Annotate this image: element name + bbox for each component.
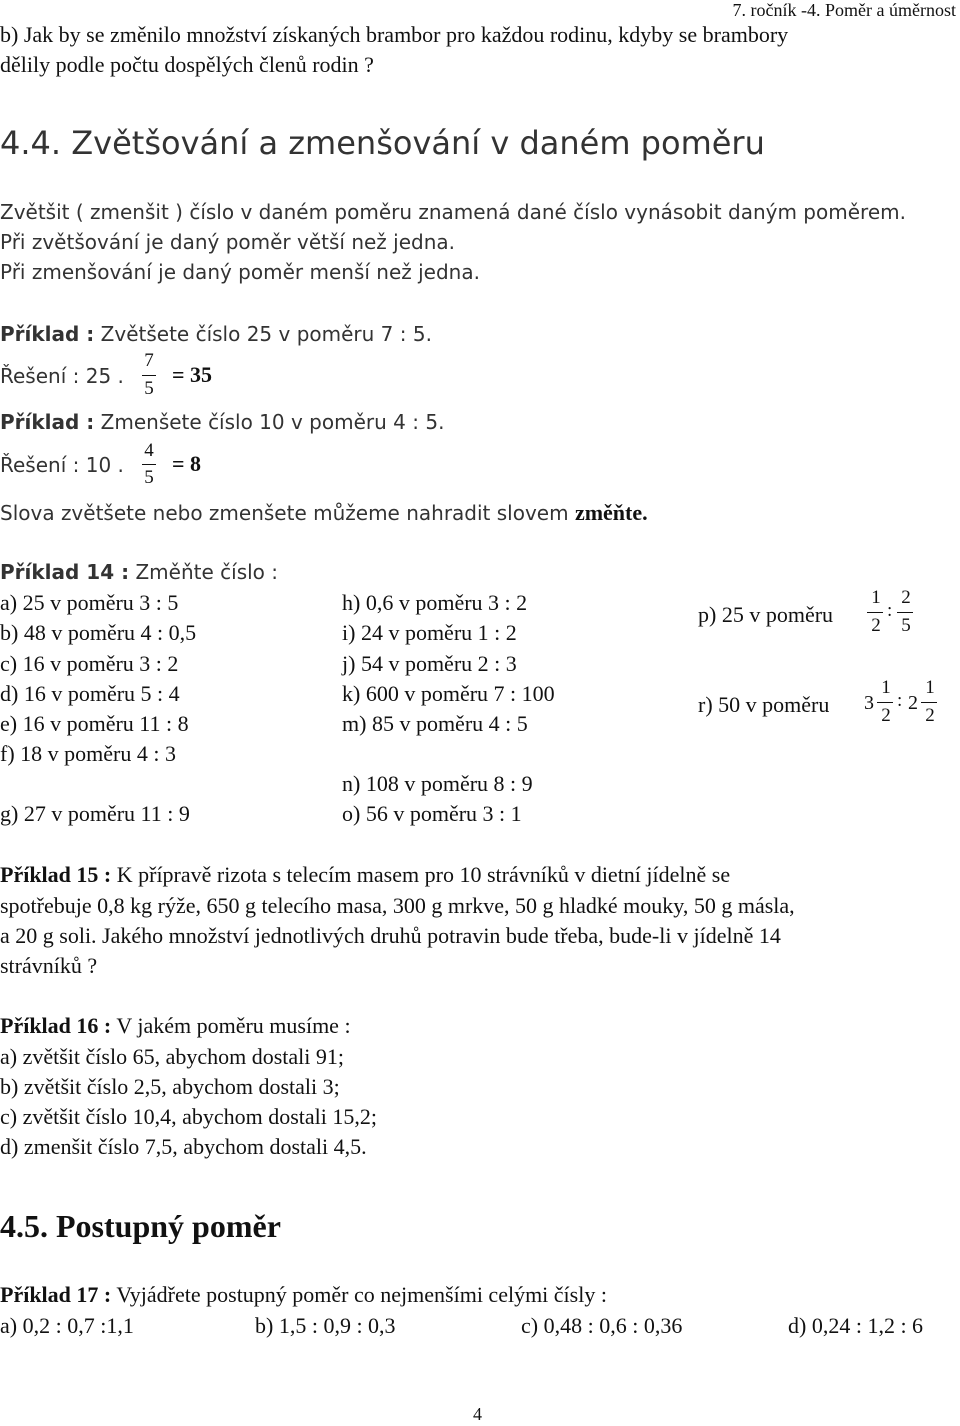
ex14-p-colon: : xyxy=(887,600,893,621)
example-1 xyxy=(0,322,432,346)
intro-line-2: dělily podle počtu dospělých členů rodin ? xyxy=(0,52,374,77)
example-1-label: Příklad : xyxy=(0,322,95,346)
definition-line-1: Zvětšit ( zmenšit ) číslo v daném poměru znamená dané číslo vynásobit daným poměrem. xyxy=(0,200,906,224)
ex14-item-m: m) 85 v poměru 4 : 5 xyxy=(342,711,528,736)
ex14-item-g: g) 27 v poměru 11 : 9 xyxy=(0,801,190,826)
ex14-p-bar2 xyxy=(897,612,913,613)
solution-1-denominator: 5 xyxy=(144,378,154,399)
ex17-item-b: b) 1,5 : 0,9 : 0,3 xyxy=(255,1313,396,1338)
ex14-item-c: c) 16 v poměru 3 : 2 xyxy=(0,651,179,676)
solution-2-numerator: 4 xyxy=(144,440,154,461)
example-16-title: V jakém poměru musíme : xyxy=(111,1013,351,1038)
solution-2-result: = 8 xyxy=(172,451,202,476)
ex16-item-c: c) zvětšit číslo 10,4, abychom dostali 15,2; xyxy=(0,1104,377,1129)
note-line xyxy=(0,500,648,526)
ex14-r-bar2 xyxy=(921,702,937,703)
example-15-line-2: spotřebuje 0,8 kg rýže, 650 g telecího masa, 300 g mrkve, 50 g hladké mouky, 50 g másla, xyxy=(0,893,795,918)
ex14-p-den2: 5 xyxy=(901,615,911,636)
ex14-r-bar1 xyxy=(877,702,893,703)
ex14-item-r-label: r) 50 v poměru xyxy=(698,692,830,717)
ex14-item-f: f) 18 v poměru 4 : 3 xyxy=(0,741,176,766)
example-15-label: Příklad 15 : xyxy=(0,862,112,887)
ex14-item-h: h) 0,6 v poměru 3 : 2 xyxy=(342,590,528,615)
ex14-item-p-label: p) 25 v poměru xyxy=(698,602,834,627)
solution-2-fraction-bar xyxy=(142,464,156,465)
ex14-item-d: d) 16 v poměru 5 : 4 xyxy=(0,681,180,706)
solution-2-denominator: 5 xyxy=(144,467,154,488)
example-17-heading xyxy=(0,1282,607,1308)
example-17-title: Vyjádřete postupný poměr co nejmenšími celými čísly : xyxy=(111,1282,607,1307)
ex14-item-k: k) 600 v poměru 7 : 100 xyxy=(342,681,555,706)
ex14-r-den1: 2 xyxy=(881,705,891,726)
ex17-item-a: a) 0,2 : 0,7 :1,1 xyxy=(0,1313,134,1338)
ex14-item-b: b) 48 v poměru 4 : 0,5 xyxy=(0,620,197,645)
ex16-item-d: d) zmenšit číslo 7,5, abychom dostali 4,5. xyxy=(0,1134,367,1159)
ex14-r-whole2: 2 xyxy=(908,692,918,714)
ex14-r-num2: 1 xyxy=(925,677,935,698)
definition-line-3: Při zmenšování je daný poměr menší než jedna. xyxy=(0,260,480,284)
example-15-line-1 xyxy=(0,862,730,888)
page-number: 4 xyxy=(473,1404,482,1424)
ex14-r-colon: : xyxy=(897,690,903,711)
note-text: Slova zvětšete nebo zmenšete můžeme nahradit slovem xyxy=(0,501,575,525)
example-17-label: Příklad 17 : xyxy=(0,1282,112,1307)
note-bold-word: změňte. xyxy=(574,500,648,525)
ex14-r-num1: 1 xyxy=(881,677,891,698)
solution-1-prefix: Řešení : 25 . xyxy=(0,364,124,388)
ex14-p-num1: 1 xyxy=(871,587,881,608)
example-16-label: Příklad 16 : xyxy=(0,1013,112,1038)
ex14-r-den2: 2 xyxy=(925,705,935,726)
ex14-item-i: i) 24 v poměru 1 : 2 xyxy=(342,620,517,645)
section-title-4-4: 4.4. Zvětšování a zmenšování v daném poměru xyxy=(0,124,765,162)
example-15-line-4: strávníků ? xyxy=(0,953,98,978)
example-14-title: Změňte číslo : xyxy=(129,560,278,584)
ex16-item-a: a) zvětšit číslo 65, abychom dostali 91; xyxy=(0,1044,344,1069)
ex14-p-bar1 xyxy=(867,612,883,613)
ex16-item-b: b) zvětšit číslo 2,5, abychom dostali 3; xyxy=(0,1074,340,1099)
course-header: 7. ročník -4. Poměr a úměrnost xyxy=(732,0,956,20)
example-2-text: Zmenšete číslo 10 v poměru 4 : 5. xyxy=(94,410,445,434)
solution-1-result: = 35 xyxy=(172,362,213,387)
example-15-text-1: K přípravě rizota s telecím masem pro 10 strávníků v dietní jídelně se xyxy=(111,862,731,887)
ex14-r-whole1: 3 xyxy=(864,692,874,714)
section-title-4-5: 4.5. Postupný poměr xyxy=(0,1208,281,1244)
ex14-item-n: n) 108 v poměru 8 : 9 xyxy=(342,771,533,796)
ex17-item-d: d) 0,24 : 1,2 : 6 xyxy=(788,1313,924,1338)
ex14-p-den1: 2 xyxy=(871,615,881,636)
solution-2-prefix: Řešení : 10 . xyxy=(0,453,124,477)
example-15-line-3: a 20 g soli. Jakého množství jednotlivých druhů potravin bude třeba, bude-li v jídelně 14 xyxy=(0,923,781,948)
example-14-label: Příklad 14 : xyxy=(0,560,130,584)
solution-1-fraction-bar xyxy=(142,375,156,376)
definition-line-2: Při zvětšování je daný poměr větší než jedna. xyxy=(0,230,455,254)
example-2-label: Příklad : xyxy=(0,410,95,434)
ex14-p-num2: 2 xyxy=(901,587,911,608)
ex14-item-a: a) 25 v poměru 3 : 5 xyxy=(0,590,179,615)
intro-line-1: b) Jak by se změnilo množství získaných brambor pro každou rodinu, kdyby se brambory xyxy=(0,22,789,47)
solution-1-numerator: 7 xyxy=(144,350,154,371)
example-1-text: Zvětšete číslo 25 v poměru 7 : 5. xyxy=(94,322,432,346)
ex14-item-e: e) 16 v poměru 11 : 8 xyxy=(0,711,189,736)
ex14-item-o: o) 56 v poměru 3 : 1 xyxy=(342,801,522,826)
ex14-item-j: j) 54 v poměru 2 : 3 xyxy=(342,651,517,676)
example-14-heading xyxy=(0,560,278,584)
example-16-heading xyxy=(0,1013,351,1039)
example-2 xyxy=(0,410,444,434)
ex17-item-c: c) 0,48 : 0,6 : 0,36 xyxy=(521,1313,683,1338)
